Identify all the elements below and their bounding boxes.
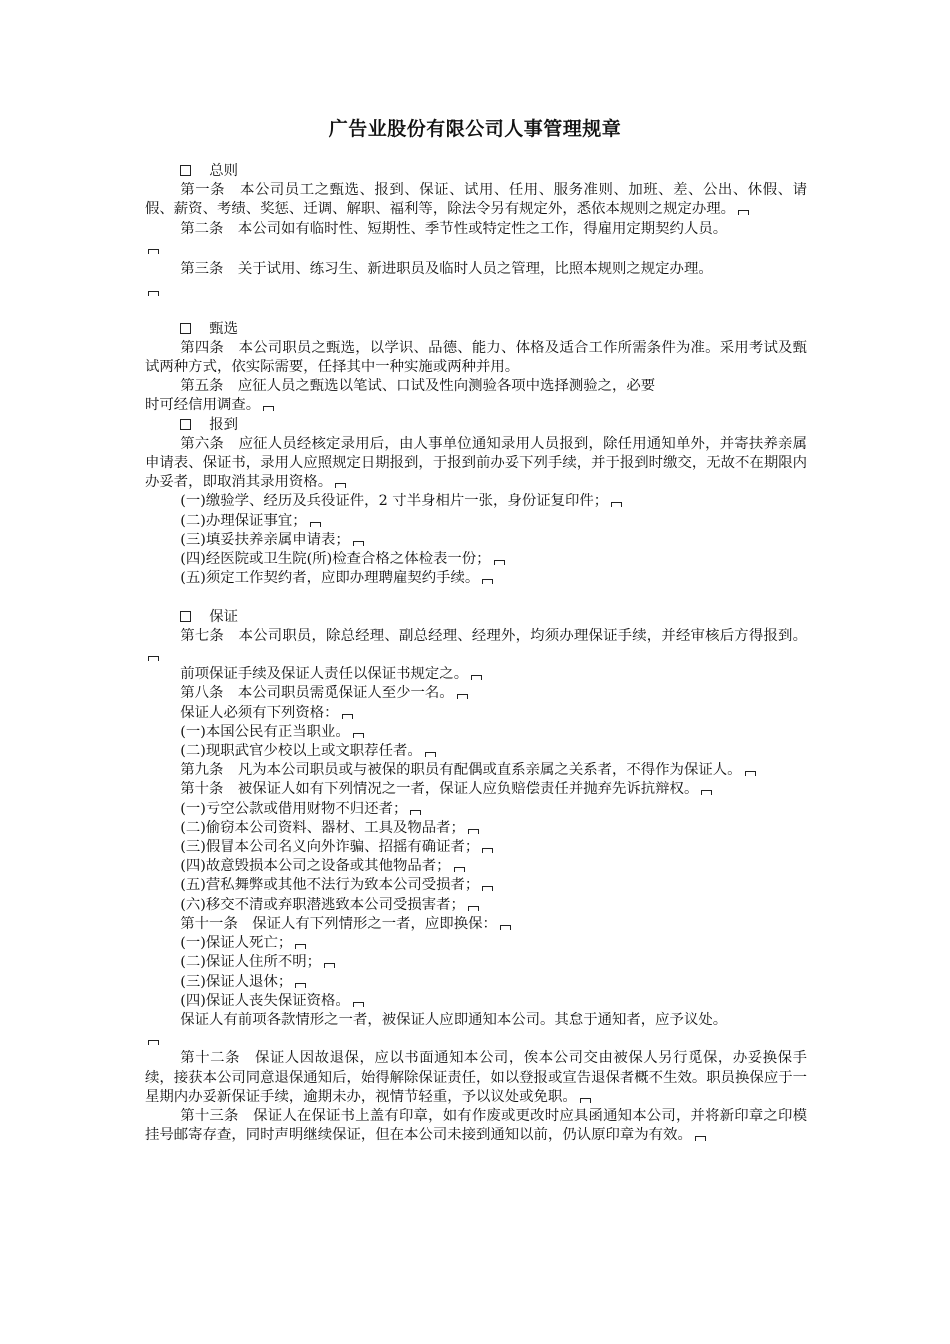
checkbox-square-icon <box>180 611 191 622</box>
paragraph-mark-icon <box>310 522 321 527</box>
paragraph-mark-icon <box>482 848 493 853</box>
article-2: 第二条 本公司如有临时性、短期性、季节性或特定性之工作，得雇用定期契约人员。 <box>180 220 728 237</box>
article-1: 第一条 本公司员工之甄选、报到、保证、试用、任用、服务准则、加班、差、公出、休假、请假、薪资、考绩、奖惩、迁调、解职、福利等，除法令另有规定外，悉依本规则之规定办理。 <box>145 182 807 218</box>
article-5: 第五条 应征人员之甄选以笔试、口试及性向测验各项中选择测验之，必要 <box>180 378 656 395</box>
article-6-item-5: (五)须定工作契约者，应即办理聘雇契约手续。 <box>145 569 807 588</box>
paragraph-mark-icon <box>425 752 436 757</box>
article-12: 第十二条 保证人因故退保，应以书面通知本公司，俟本公司交由被保人另行觅保，办妥换保手续，接获本公司同意退保通知后，始得解除保证责任，如以登报或宣告退保者概不生效。职员换保应于一星期内办妥新保证手续，逾期未办，视情节轻重，予以议处或免职。 <box>145 1050 807 1105</box>
paragraph-mark-icon <box>353 541 364 546</box>
article-10-item-6: (六)移交不清或弃职潜逃致本公司受损害者； <box>145 896 807 915</box>
section-heading-selection: 甄选 <box>145 320 807 339</box>
paragraph-mark-icon <box>471 675 482 680</box>
article-11-item-3: (三)保证人退休； <box>145 973 807 992</box>
paragraph-mark-icon <box>695 1136 706 1141</box>
paragraph-mark-icon <box>701 790 712 795</box>
paragraph-mark-icon <box>410 810 421 815</box>
paragraph-mark-icon <box>353 733 364 738</box>
checkbox-square-icon <box>180 323 191 334</box>
paragraph-mark-icon <box>454 867 465 872</box>
article-10-item-5: (五)营私舞弊或其他不法行为致本公司受损者； <box>145 876 807 895</box>
document-body <box>145 162 807 1145</box>
article-10-item-1: (一)亏空公款或借用财物不归还者； <box>145 800 807 819</box>
paragraph-mark-icon <box>494 560 505 565</box>
article-11-item-2: (二)保证人住所不明； <box>145 953 807 972</box>
article-6-item-1: (一)缴验学、经历及兵役证件，2 寸半身相片一张，身份证复印件； <box>145 492 807 511</box>
paragraph-mark-icon <box>468 829 479 834</box>
article-9: 第九条 凡为本公司职员或与被保的职员有配偶或直系亲属之关系者，不得作为保证人。 <box>145 761 807 780</box>
article-5-cont: 时可经信用调查。 <box>145 396 807 415</box>
paragraph-mark-icon <box>745 771 756 776</box>
checkbox-square-icon <box>180 165 191 176</box>
paragraph-mark-icon <box>148 656 159 661</box>
article-2-mark <box>145 239 807 258</box>
article-6-item-4: (四)经医院或卫生院(所)检查合格之体检表一份； <box>145 550 807 569</box>
article-4: 第四条 本公司职员之甄选，以学识、品德、能力、体格及适合工作所需条件为准。采用考试及甄试两种方式，依实际需要，任择其中一种实施或两种并用。 <box>145 339 807 376</box>
paragraph-mark-icon <box>353 1002 364 1007</box>
article-10-item-2: (二)偷窃本公司资料、器材、工具及物品者； <box>145 819 807 838</box>
article-3-mark <box>145 281 807 300</box>
paragraph-mark-icon <box>263 406 274 411</box>
paragraph-mark-icon <box>295 983 306 988</box>
paragraph-mark-icon <box>468 906 479 911</box>
paragraph-mark-icon <box>580 1098 591 1103</box>
article-7: 第七条 本公司职员，除总经理、副总经理、经理外，均须办理保证手续，并经审核后方得报到。 <box>145 627 807 665</box>
section-heading-guarantee: 保证 <box>145 608 807 627</box>
section-heading-general: 总则 <box>145 162 807 181</box>
paragraph-mark-icon <box>738 210 749 215</box>
article-10-item-3: (三)假冒本公司名义向外诈骗、招摇有确证者； <box>145 838 807 857</box>
article-11-item-4: (四)保证人丧失保证资格。 <box>145 992 807 1011</box>
paragraph-mark-icon <box>482 886 493 891</box>
article-11-note-mark <box>145 1030 807 1049</box>
article-6-item-3: (三)填妥扶养亲属申请表； <box>145 531 807 550</box>
document-title: 广告业股份有限公司人事管理规章 <box>328 118 622 140</box>
paragraph-mark-icon <box>295 944 306 949</box>
checkbox-square-icon <box>180 419 191 430</box>
article-8-note: 保证人必须有下列资格： <box>145 704 807 723</box>
article-7-note: 前项保证手续及保证人责任以保证书规定之。 <box>145 665 807 684</box>
article-3: 第三条 关于试用、练习生、新进职员及临时人员之管理，比照本规则之规定办理。 <box>180 261 713 278</box>
paragraph-mark-icon <box>148 291 159 296</box>
paragraph-mark-icon <box>342 714 353 719</box>
article-10: 第十条 被保证人如有下列情况之一者，保证人应负赔偿责任并抛弃先诉抗辩权。 <box>145 780 807 799</box>
paragraph-mark-icon <box>500 925 511 930</box>
paragraph-mark-icon <box>611 502 622 507</box>
article-6: 第六条 应征人员经核定录用后，由人事单位通知录用人员报到，除任用通知单外，并寄扶养亲属申请表、保证书，录用人应照规定日期报到，于报到前办妥下列手续，并于报到时缴交，无故不在期限内办妥者，即取消其录用资格。 <box>145 435 807 491</box>
article-13: 第十三条 保证人在保证书上盖有印章，如有作废或更改时应具函通知本公司，并将新印章之印模挂号邮寄存查，同时声明继续保证，但在本公司未接到通知以前，仍认原印章为有效。 <box>145 1107 807 1144</box>
article-10-item-4: (四)故意毁损本公司之设备或其他物品者； <box>145 857 807 876</box>
article-8-item-1: (一)本国公民有正当职业。 <box>145 723 807 742</box>
article-11-item-1: (一)保证人死亡； <box>145 934 807 953</box>
paragraph-mark-icon <box>324 963 335 968</box>
article-6-item-2: (二)办理保证事宜； <box>145 512 807 531</box>
article-11: 第十一条 保证人有下列情形之一者，应即换保： <box>145 915 807 934</box>
paragraph-mark-icon <box>148 1040 159 1045</box>
article-11-note: 保证人有前项各款情形之一者，被保证人应即通知本公司。其怠于通知者，应予议处。 <box>180 1011 728 1028</box>
article-8: 第八条 本公司职员需觅保证人至少一名。 <box>145 684 807 703</box>
paragraph-mark-icon <box>335 483 346 488</box>
section-heading-reporting: 报到 <box>145 416 807 435</box>
paragraph-mark-icon <box>148 249 159 254</box>
paragraph-mark-icon <box>457 694 468 699</box>
article-8-item-2: (二)现职武官少校以上或文职荐任者。 <box>145 742 807 761</box>
paragraph-mark-icon <box>482 579 493 584</box>
